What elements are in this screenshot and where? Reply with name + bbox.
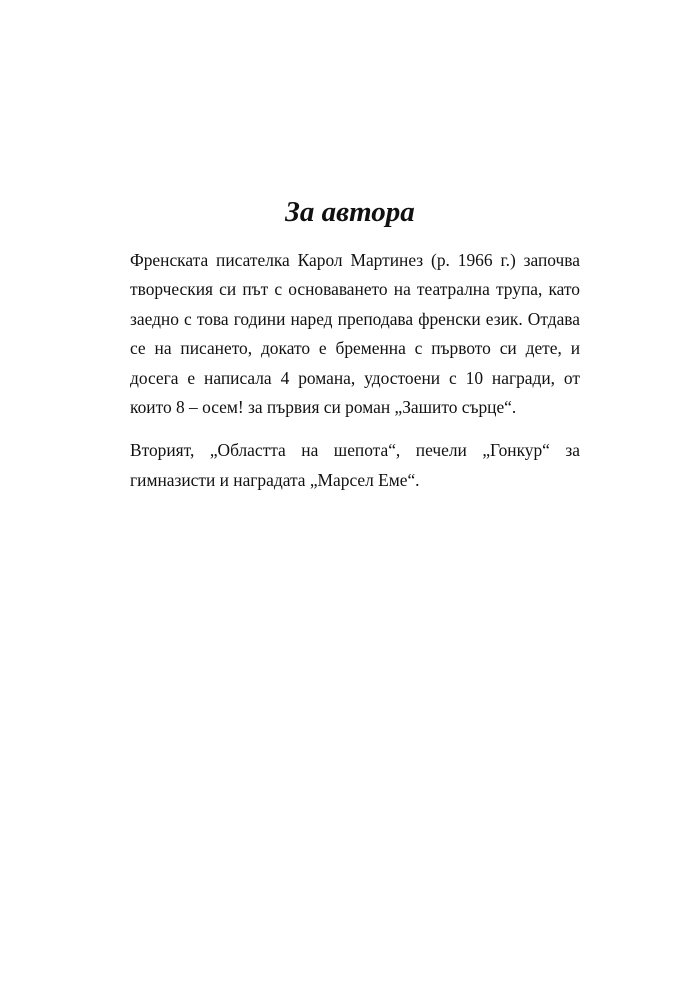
bio-paragraph-1: Френската писателка Карол Мартинез (р. 1966 г.) започва творческия си път с основаването на театрална трупа, като заедно с това години наред преподава френски език. Отдава се на писането, докато е бременна с първото си дете, и досега е написала 4 романа, удостоени с 10 награди, от които 8 – осем! за първия си роман „Зашито сърце“.	[130, 250, 580, 418]
author-bio	[130, 246, 580, 495]
bio-paragraph-2: Вторият, „Областта на шепота“, печели „Гонкур“ за гимназисти и наградата „Марсел Еме“.	[130, 440, 580, 490]
page-title: За автора	[285, 196, 415, 228]
